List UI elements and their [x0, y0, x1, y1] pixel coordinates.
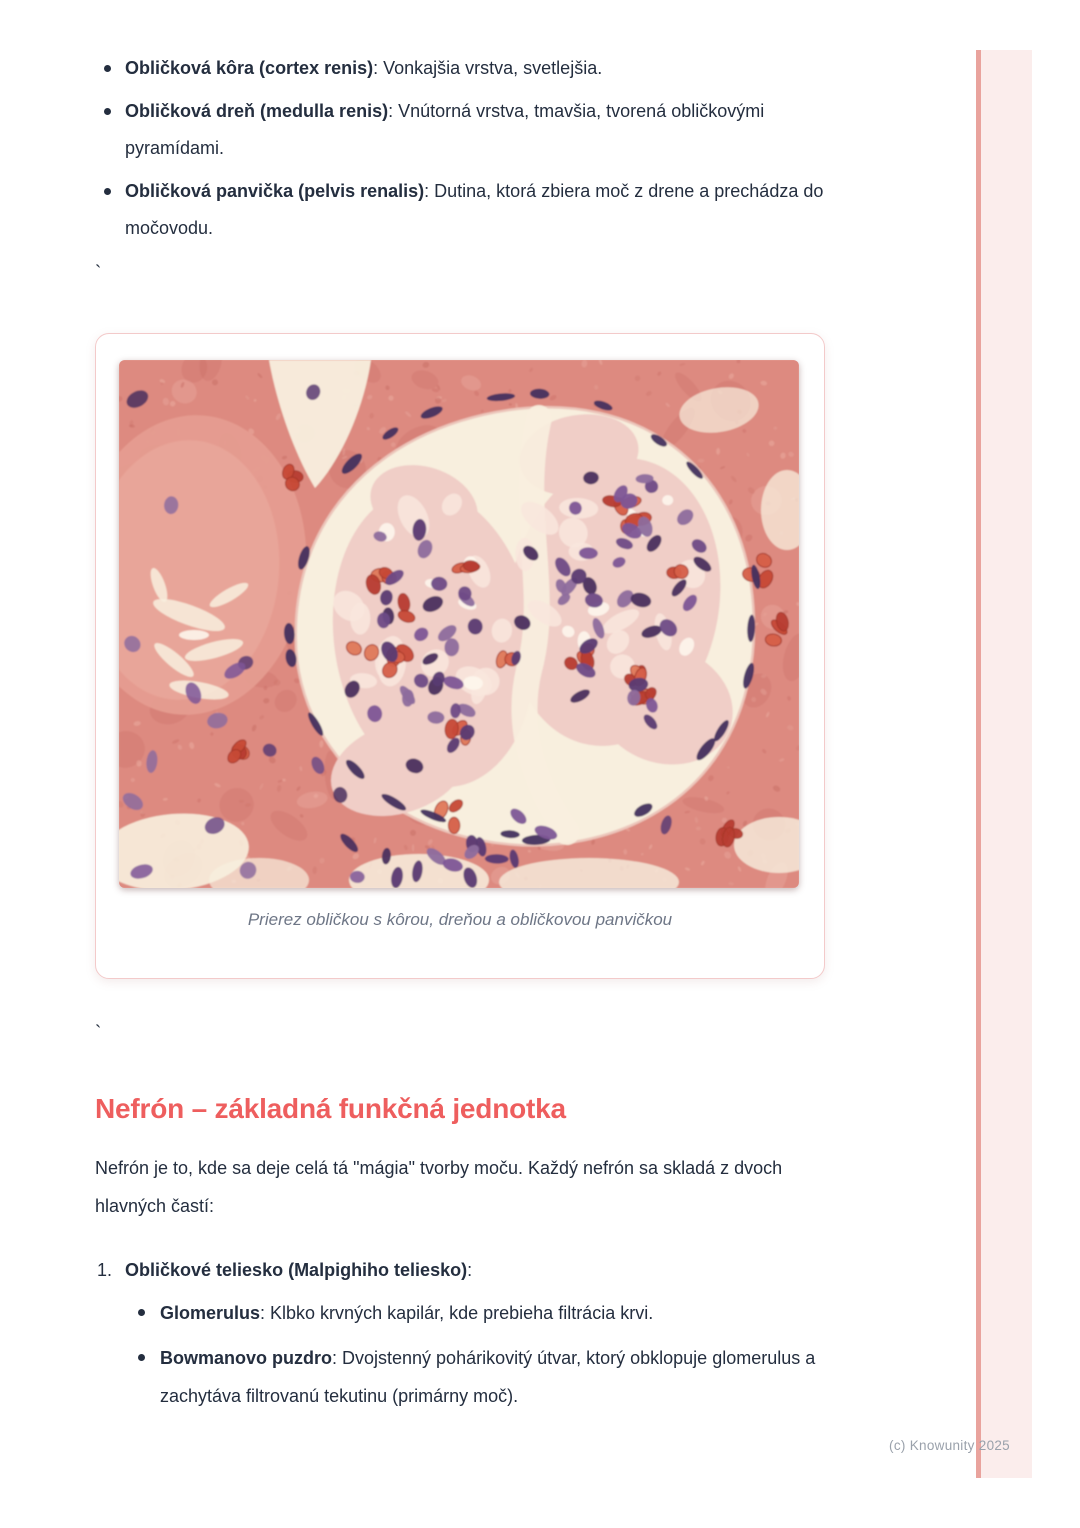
intro-paragraph: Nefrón je to, kde sa deje celá tá "mágia" tvorby moču. Každý nefrón sa skladá z dvoch hlavných častí: — [95, 1158, 783, 1216]
histology-image — [119, 360, 799, 888]
list-item — [95, 50, 825, 87]
bullet-desc: : Dvojstenný pohárikovitý útvar, ktorý obklopuje glomerulus a zachytáva filtrovanú tekutinu (primárny moč). — [160, 1348, 816, 1406]
image-caption: Prierez obličkou s kôrou, dreňou a obličkovou panvičkou — [247, 910, 673, 929]
list-item — [125, 1294, 825, 1332]
numbered-suffix: : — [467, 1260, 473, 1280]
side-stripe — [976, 50, 1032, 1478]
list-item — [95, 173, 825, 247]
image-card — [95, 333, 825, 979]
bullet-desc: : Dutina, ktorá zbiera moč z drene a prechádza do močovodu. — [125, 181, 824, 238]
bullet-term: Obličková kôra (cortex renis) — [125, 58, 374, 78]
bullet-term: Obličková dreň (medulla renis) — [125, 101, 389, 121]
numbered-term: Obličkové teliesko (Malpighiho teliesko) — [125, 1260, 468, 1280]
bullet-desc: : Vnútorná vrstva, tmavšia, tvorená obličkovými pyramídami. — [125, 101, 765, 158]
bullet-term: Bowmanovo puzdro — [160, 1348, 332, 1368]
numbered-item — [95, 1253, 825, 1415]
list-item — [95, 93, 825, 167]
bullet-term: Obličková panvička (pelvis renalis) — [125, 181, 425, 201]
bullet-dot — [104, 65, 111, 72]
document-page — [95, 0, 825, 1422]
bullet-dot — [104, 188, 111, 195]
list-item — [125, 1339, 825, 1415]
nephron-list — [95, 1253, 825, 1415]
bullet-dot — [104, 108, 111, 115]
copyright-notice: (c) Knowunity 2025 — [889, 1438, 1010, 1453]
bullet-dot — [138, 1354, 145, 1361]
bullet-desc: : Vonkajšia vrstva, svetlejšia. — [373, 58, 603, 78]
stray-backtick: ` — [95, 263, 102, 284]
bullet-desc: : Klbko krvných kapilár, kde prebieha filtrácia krvi. — [260, 1303, 654, 1323]
section-heading: Nefrón – základná funkčná jednotka — [95, 1093, 566, 1124]
list-number: 1. — [97, 1260, 113, 1280]
bullet-dot — [138, 1309, 145, 1316]
kidney-micrograph — [119, 360, 799, 888]
sub-bullet-list — [125, 1294, 825, 1415]
anatomy-bullet-list — [95, 50, 825, 247]
bullet-term: Glomerulus — [160, 1303, 261, 1323]
stray-backtick: ` — [95, 1023, 102, 1044]
